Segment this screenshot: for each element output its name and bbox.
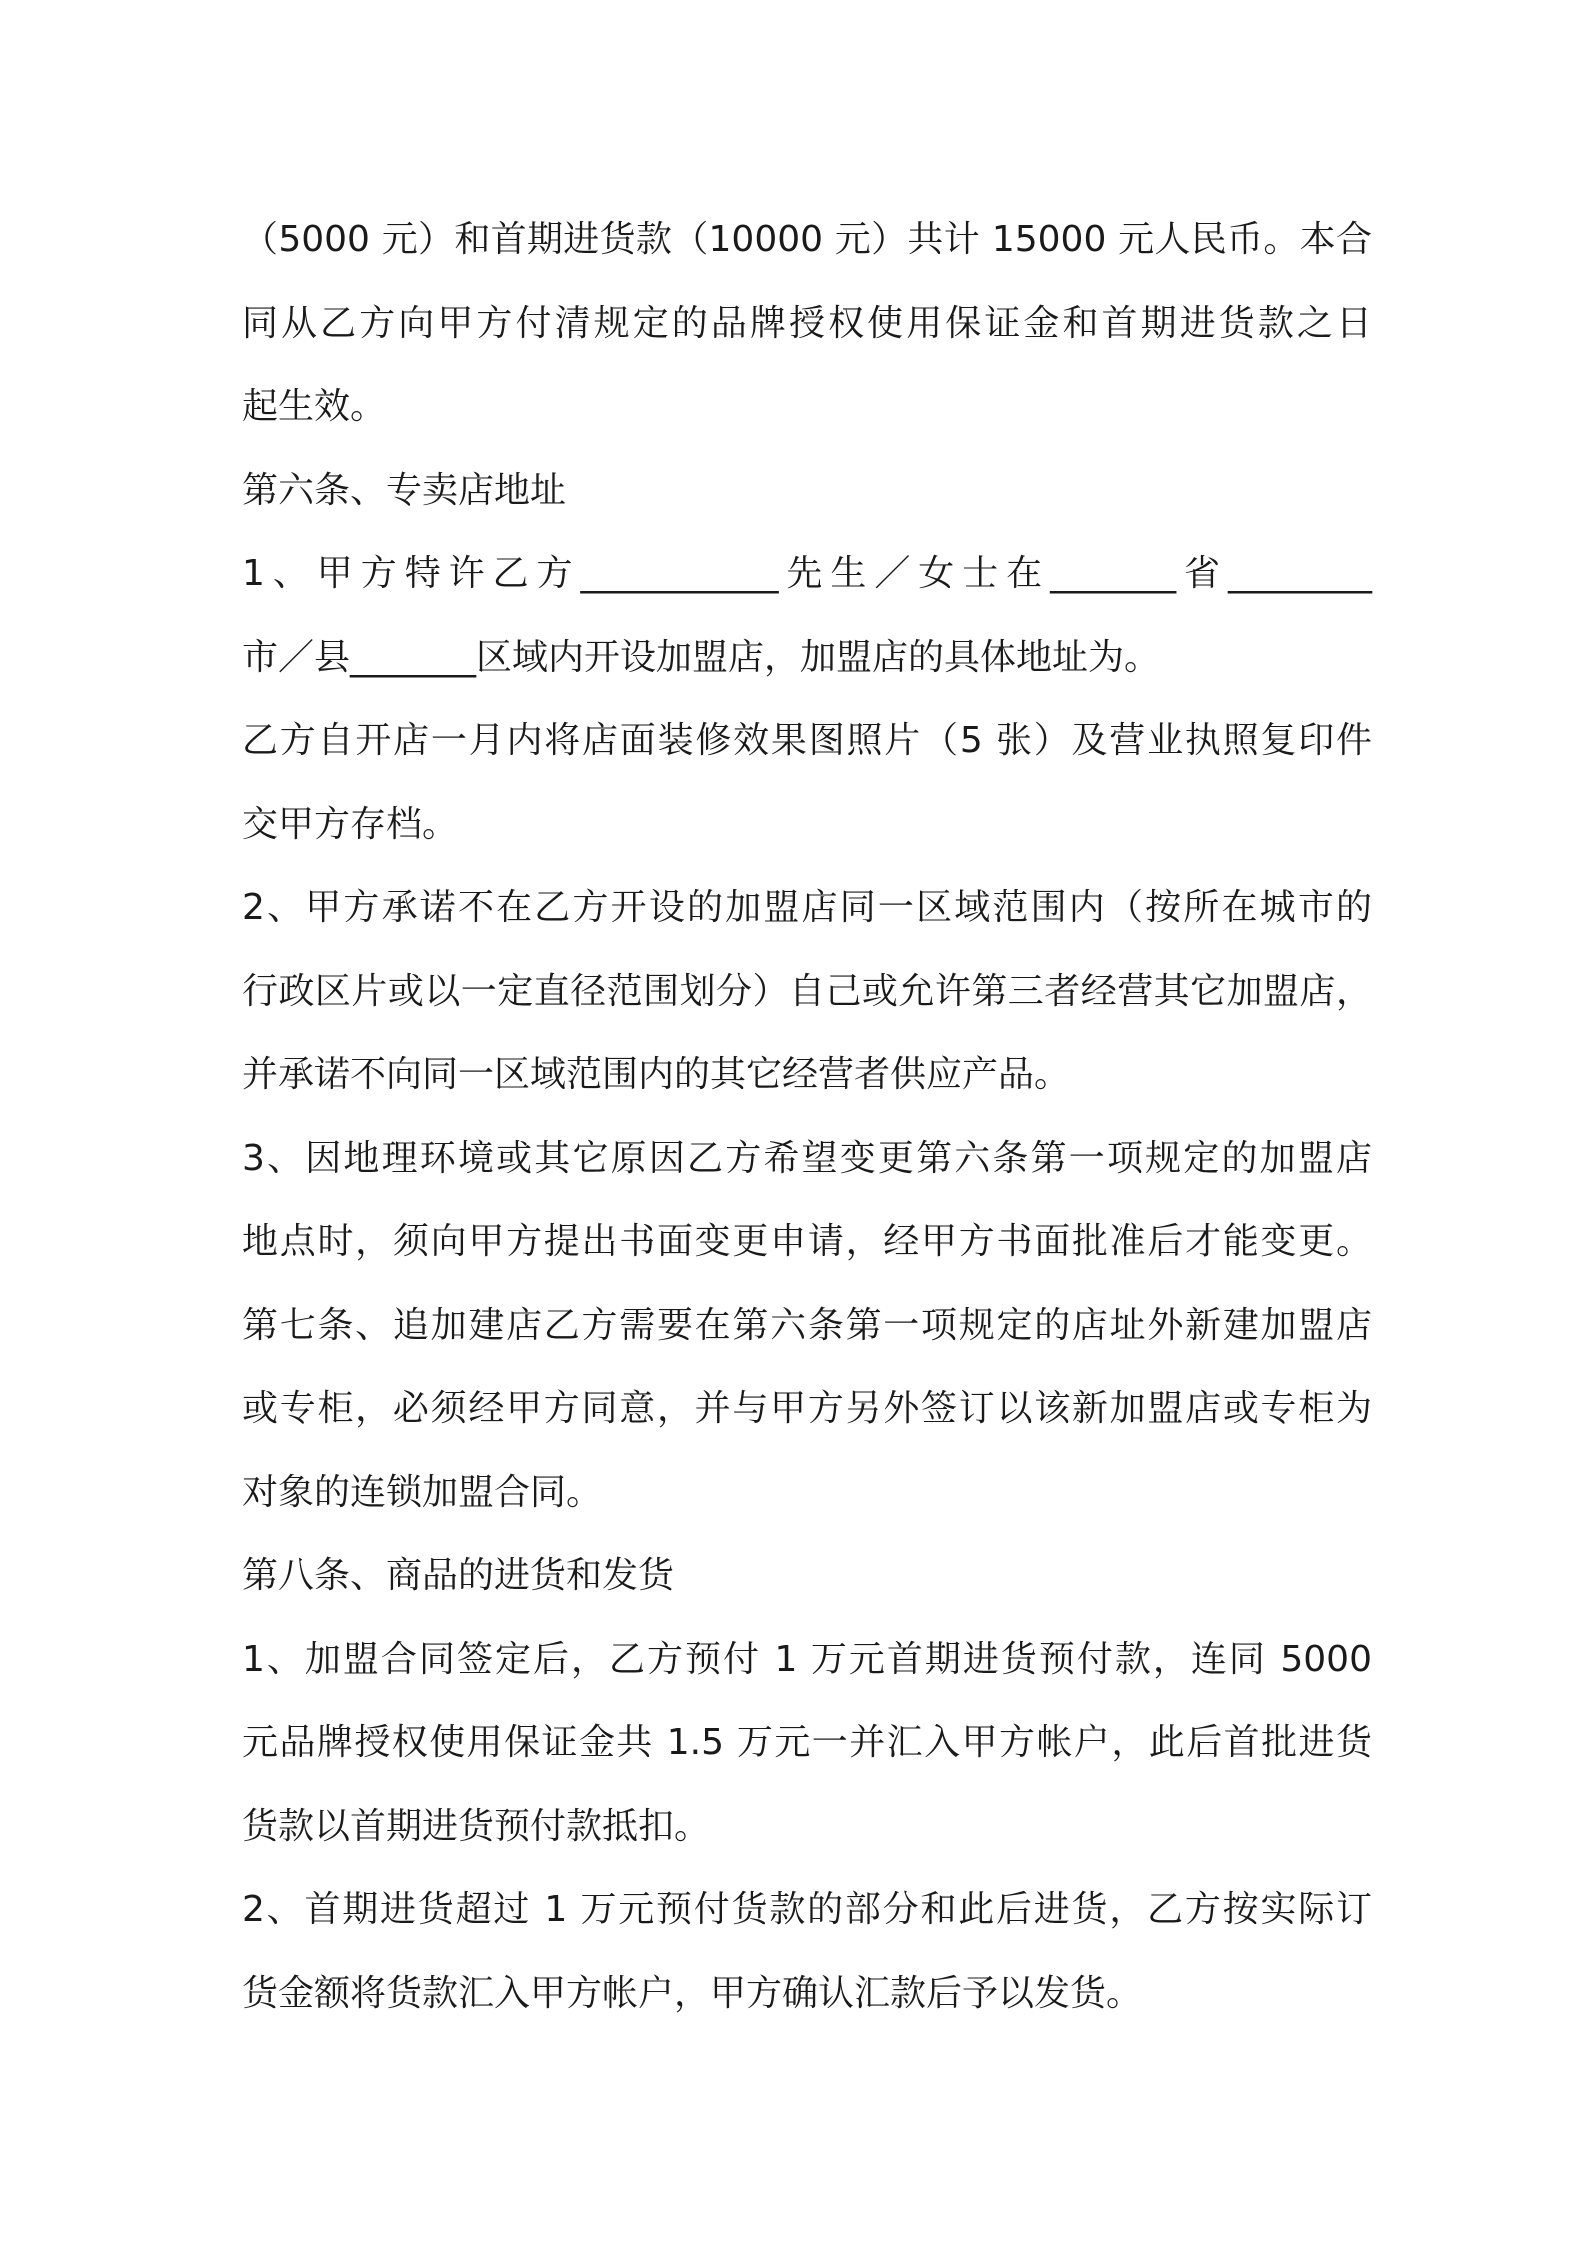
text-line: 行政区片或以一定直径范围划分）自己或允许第三者经营其它加盟店， (242, 970, 1372, 1012)
document-body (242, 198, 1372, 2035)
text-line: 地点时，须向甲方提出书面变更申请，经甲方书面批准后才能变更。 (242, 1221, 1372, 1262)
text-line: 3、因地理环境或其它原因乙方希望变更第六条第一项规定的加盟店 (242, 1137, 1372, 1179)
text-line: 元品牌授权使用保证金共 1.5 万元一并汇入甲方帐户，此后首批进货 (242, 1722, 1372, 1763)
text-line: 货款以首期进货预付款抵扣。 (242, 1805, 711, 1847)
text-line: 交甲方存档。 (242, 803, 459, 845)
text-line: 1、甲方特许乙方___________先生／女士在_______省________ (242, 553, 1372, 594)
section-heading: 第六条、专卖店地址 (242, 469, 567, 511)
text-line: （5000 元）和首期进货款（10000 元）共计 15000 元人民币。本合 (242, 219, 1372, 260)
text-line: 2、首期进货超过 1 万元预付货款的部分和此后进货，乙方按实际订 (242, 1889, 1372, 1930)
text-line: 并承诺不向同一区域范围内的其它经营者供应产品。 (242, 1054, 1071, 1095)
text-line: 起生效。 (242, 386, 387, 427)
section-heading: 第八条、商品的进货和发货 (242, 1555, 675, 1596)
text-line: 对象的连锁加盟合同。 (242, 1471, 603, 1513)
text-line: 2、甲方承诺不在乙方开设的加盟店同一区域范围内（按所在城市的 (242, 887, 1372, 928)
text-line: 1、加盟合同签定后，乙方预付 1 万元首期进货预付款，连同 5000 (242, 1638, 1372, 1680)
text-line: 同从乙方向甲方付清规定的品牌授权使用保证金和首期进货款之日 (242, 302, 1372, 344)
text-line: 乙方自开店一月内将店面装修效果图照片（5 张）及营业执照复印件 (242, 720, 1372, 761)
text-line: 货金额将货款汇入甲方帐户，甲方确认汇款后予以发货。 (242, 1972, 1143, 2014)
text-line: 市／县_______区域内开设加盟店，加盟店的具体地址为。 (242, 636, 1161, 678)
section-heading: 第七条、追加建店乙方需要在第六条第一项规定的店址外新建加盟店 (242, 1304, 1372, 1346)
text-line: 或专柜，必须经甲方同意，并与甲方另外签订以该新加盟店或专柜为 (242, 1388, 1372, 1429)
